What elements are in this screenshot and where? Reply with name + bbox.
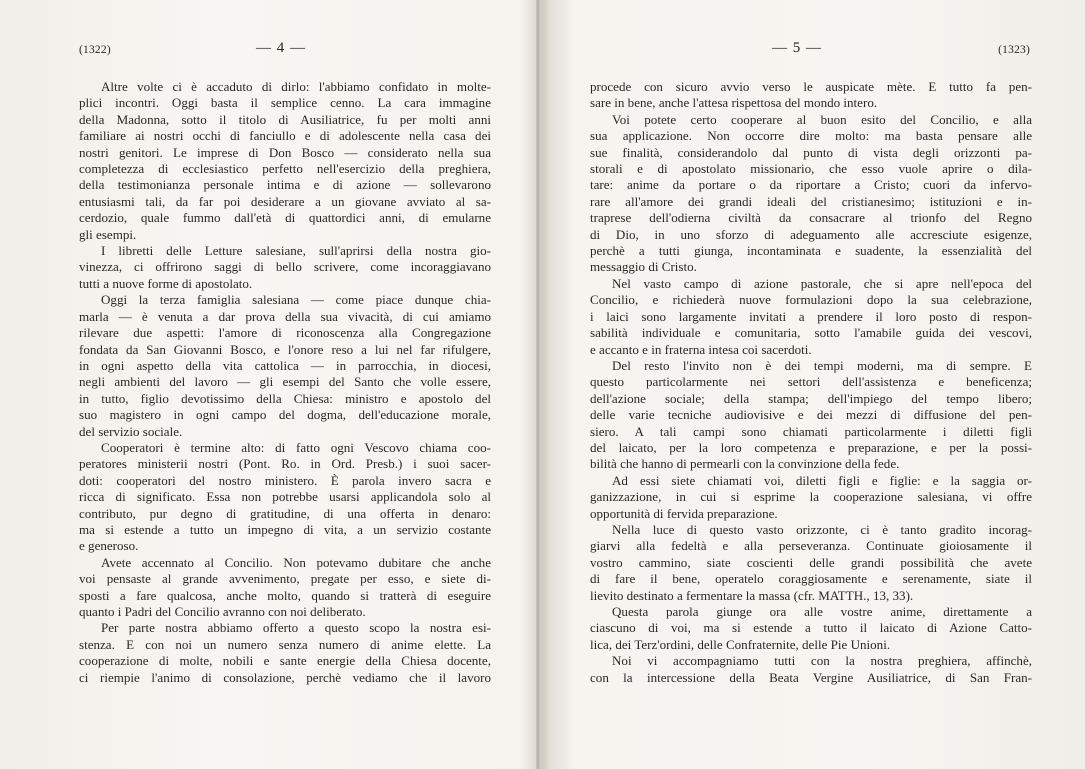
right-running-head xyxy=(590,40,1030,60)
text-line: I libretti delle Letture salesiane, sull'aprirsi della nostra gio- xyxy=(101,243,491,259)
text-line: Nella luce di questo vasto orizzonte, ci è tanto gradito incorag- xyxy=(612,521,1032,537)
text-line: rare all'amore dei grandi ideali del cristianesimo; istituzioni e in- xyxy=(590,193,1032,209)
text-line: storali e di apostolato missionario, che esso vuole aprire o dila- xyxy=(590,161,1032,177)
text-line: del laicato, per la loro competenza e preparazione, e per la possi- xyxy=(590,439,1032,455)
text-line: voi pensaste al grande avvenimento, pregate per esso, e siete di- xyxy=(79,571,491,587)
right-page-code: (1323) xyxy=(998,44,1030,56)
left-page-number: — 4 — xyxy=(256,40,306,56)
text-line: con la intercessione della Beata Vergine Ausiliatrice, di San Fran- xyxy=(590,669,1032,685)
text-line: negli ambienti del lavoro — gli esempi del Santo che volle essere, xyxy=(79,374,491,390)
text-line: lica, dei Terz'ordini, delle Confraternite, delle Pie Unioni. xyxy=(590,636,891,652)
text-line: tare: anime da portare o da riportare a Cristo; cuori da infervo- xyxy=(590,177,1032,193)
text-line: giarvi alla fedeltà e alla perseveranza. Continuate gioiosamente il xyxy=(590,538,1032,554)
text-line: di Dio, in uno sforzo di adeguamento alle accresciute esigenze, xyxy=(590,226,1032,242)
text-line: opportunità di fervida preparazione. xyxy=(590,505,778,521)
text-line: familiare ai nostri occhi di fanciullo e di adolescente nella casa dei xyxy=(79,128,491,144)
left-page-text xyxy=(79,79,491,686)
text-line: vinezza, ci offrirono saggi di bello scrivere, come incoraggiavano xyxy=(79,259,491,275)
text-line: i laici sono largamente invitati a prendere il loro posto di respon- xyxy=(590,308,1032,324)
text-line: Oggi la terza famiglia salesiana — come piace dunque chia- xyxy=(101,292,491,308)
text-line: ciascuno di voi, ma si estende a tutto il laicato di Azione Catto- xyxy=(590,620,1032,636)
text-line: della Madonna, sotto il titolo di Ausiliatrice, fu per molti anni xyxy=(79,111,491,127)
text-line: ma si estende a tutto un impegno di vita, a un servizio costante xyxy=(79,521,491,537)
text-line: gli esempi. xyxy=(79,226,137,242)
text-line: messaggio di Cristo. xyxy=(590,259,697,275)
text-line: traprese dell'odierna civiltà da consacrare al trionfo del Regno xyxy=(590,210,1032,226)
text-line: cooperazione di molte, nobili e sante energie della Chiesa docente, xyxy=(79,653,491,669)
text-line: cerdozio, quale fummo dall'età di quattordici anni, di emularne xyxy=(79,210,491,226)
text-line: siero. A tali campi sono chiamati particolarmente i diletti figli xyxy=(590,423,1032,439)
text-line: sua applicazione. Non occorre dire molto: ma basta pensare alle xyxy=(590,128,1032,144)
text-line: Nel vasto campo di azione pastorale, che si apre nell'epoca del xyxy=(612,275,1032,291)
text-line: sare in bene, anche l'attesa rispettosa del mondo intero. xyxy=(590,95,878,111)
text-line: contributo, pur degno di gratitudine, di una offerta in denaro: xyxy=(79,505,491,521)
left-page-code: (1322) xyxy=(79,44,111,56)
text-line: tutti a nuove forme di apostolato. xyxy=(79,275,253,291)
text-line: nostri genitori. Le imprese di Don Bosco — considerato nella sua xyxy=(79,144,491,160)
text-line: Ad essi siete chiamati voi, diletti figli e figlie: e la saggia or- xyxy=(612,472,1032,488)
text-line: di fare il bene, operatelo coraggiosamente e serenamente, siate il xyxy=(590,571,1032,587)
text-line: Questa parola giunge ora alle vostre anime, direttamente a xyxy=(612,604,1032,619)
text-line: bilità che hanno di permearli con la convinzione della fede. xyxy=(590,456,900,472)
text-line: ci riempie l'animo di consolazione, perchè vediamo che il lavoro xyxy=(79,669,491,685)
text-line: della testimonianza personale intima e di azione — sollevarono xyxy=(79,177,491,193)
text-line: Noi vi accompagniamo tutti con la nostra preghiera, affinchè, xyxy=(612,653,1032,669)
text-line: sue finalità, considerandolo dal punto di vista degli orizzonti pa- xyxy=(590,144,1032,160)
text-line: entusiasmi tali, da far poi desiderare a un giovane avviato al sa- xyxy=(79,193,491,209)
text-line: dell'azione sociale; della stampa; dell'impiego del tempo libero; xyxy=(590,390,1032,406)
text-line: lievito destinato a fermentare la massa (cfr. MATTH., 13, 33). xyxy=(590,587,914,603)
text-line: questo particolarmente nei settori dell'assistenza e beneficenza; xyxy=(590,374,1032,390)
text-line: ganizzazione, in cui si esprime la cooperazione salesiana, vi offre xyxy=(590,489,1032,505)
text-line: Per parte nostra abbiamo offerto a questo scopo la nostra esi- xyxy=(101,620,491,636)
text-line: Altre volte ci è accaduto di dirlo: l'abbiamo confidato in molte- xyxy=(101,79,491,94)
text-line: vostro cammino, siate coscienti delle grandi possibilità che avete xyxy=(590,554,1032,570)
text-line: Cooperatori è termine alto: di fatto ogni Vescovo chiama coo- xyxy=(101,439,491,455)
text-line: plici incontri. Oggi basta il semplice cenno. La cara immagine xyxy=(79,95,491,111)
text-line: completezza di ecclesiastico perfetto nell'esercizio della preghiera, xyxy=(79,161,491,177)
text-line: in ogni aspetto della vita cattolica — in parrocchia, in diocesi, xyxy=(79,357,491,373)
text-line: doti: cooperatori del nostro ministero. È parola invero sacra e xyxy=(79,472,491,488)
text-line: marla — è venuta a dar prova della sua vivacità, di cui amiamo xyxy=(79,308,491,324)
left-running-head xyxy=(79,40,489,60)
text-line: suo magistero in ogni campo del dogma, dell'educazione morale, xyxy=(79,407,491,423)
text-line: delle varie tecniche audiovisive e dei mezzi di diffusione del pen- xyxy=(590,407,1032,423)
text-line: sabilità individuale e comunitaria, sotto l'amabile guida dei vescovi, xyxy=(590,325,1032,341)
text-line: ricca di significato. Essa non potrebbe usarsi applicandola solo al xyxy=(79,489,491,505)
text-line: rilevare due aspetti: l'amore di riconoscenza alla Congregazione xyxy=(79,325,491,341)
text-line: Concilio, e richiederà nuove formulazioni dopo la sua celebrazione, xyxy=(590,292,1032,308)
text-line: Del resto l'invito non è dei tempi moderni, ma di sempre. E xyxy=(612,357,1032,373)
right-page-text xyxy=(590,79,1032,686)
right-page xyxy=(540,0,1085,769)
text-line: fondata da San Giovanni Bosco, e l'onore reso a lui nel far rifulgere, xyxy=(79,341,491,357)
left-page xyxy=(0,0,536,769)
text-line: Voi potete certo cooperare al buon esito del Concilio, e alla xyxy=(612,111,1032,127)
text-line: quanto i Padri del Concilio avranno con noi deliberato. xyxy=(79,604,366,619)
text-line: del servizio sociale. xyxy=(79,423,183,439)
text-line: Avete accennato al Concilio. Non potevamo dubitare che anche xyxy=(101,554,491,570)
right-page-number: — 5 — xyxy=(772,40,822,56)
text-line: sposti a fare qualcosa, anche molto, quando si tratterà di eseguire xyxy=(79,587,491,603)
text-line: stenza. E con noi un numero senza numero di anime elette. La xyxy=(79,636,491,652)
text-line: perchè a tutti giunga, incontaminata e suadente, la essenzialità del xyxy=(590,243,1032,259)
text-line: e accanto e in fraterna intesa coi sacerdoti. xyxy=(590,341,812,357)
text-line: peratores ministerii nostri (Pont. Ro. in Ord. Presb.) i suoi sacer- xyxy=(79,456,491,472)
text-line: in tutto, figlio devotissimo della Chiesa: ministro e apostolo del xyxy=(79,390,491,406)
text-line: procede con sicuro avvio verso le auspicate mète. E tutto fa pen- xyxy=(590,79,1032,94)
text-line: e generoso. xyxy=(79,538,139,554)
